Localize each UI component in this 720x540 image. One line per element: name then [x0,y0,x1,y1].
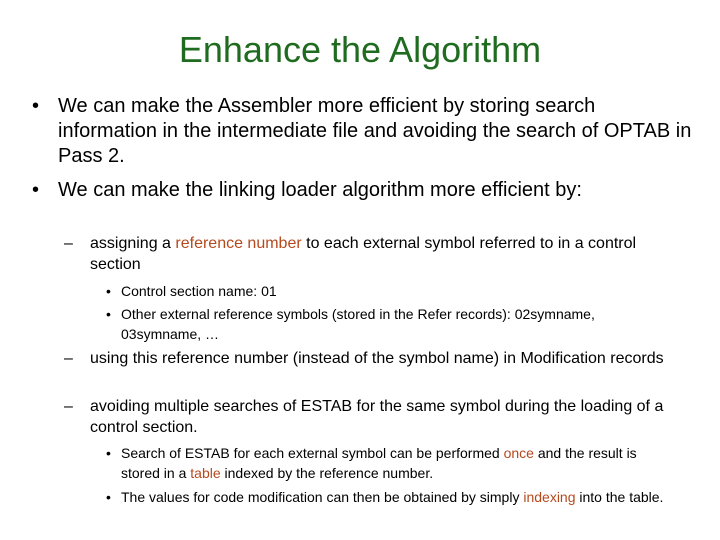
text-segment: to each external symbol referred to in a control section [90,235,637,273]
bullet-marker: • [106,283,111,299]
detail-text [121,443,676,483]
text-segment: The values for code modification can then be obtained by simply [121,489,524,505]
subbullet-text: avoiding multiple searches of ESTAB for the same symbol during the loading of a control section. [90,398,664,436]
bullet-assembler-efficiency [32,94,692,169]
detail-code-modification [106,487,676,507]
highlight-table: table [190,465,221,481]
text-segment: indexed by the reference number. [220,465,434,481]
bullet-marker: • [106,489,111,505]
bullet-text: We can make the linking loader algorithm more efficient by: [58,179,582,201]
slide-title: Enhance the Algorithm [178,29,542,70]
text-segment: Search of ESTAB for each external symbol can be performed [121,445,504,461]
detail-control-section-name [106,281,676,301]
highlight-once: once [503,445,534,461]
dash-marker: – [64,235,73,252]
dash-marker: – [64,398,73,415]
subbullet-use-reference [64,348,684,369]
detail-text [121,487,676,507]
dash-marker: – [64,350,73,367]
highlight-indexing: indexing [523,489,576,505]
bullet-marker: • [106,306,111,322]
bullet-marker: • [32,95,40,117]
subbullet-text [90,233,684,275]
detail-text: Other external reference symbols (stored in the Refer records): 02symname, 03symname, … [121,306,595,342]
bullet-marker: • [106,445,111,461]
subbullet-assign-reference [64,233,684,275]
text-segment: and the result is stored in a [121,445,637,481]
detail-text: Control section name: 01 [121,283,277,299]
text-segment: into the table. [575,489,664,505]
text-segment: assigning a [90,235,176,252]
detail-external-reference-symbols [106,304,676,344]
bullet-text: We can make the Assembler more efficient by storing search information in the intermediate file and avoiding the search of OPTAB in Pass 2. [58,95,692,167]
subbullet-avoid-searches [64,396,684,438]
highlight-reference-number: reference number [175,235,302,252]
subbullet-text: using this reference number (instead of the symbol name) in Modification records [90,350,664,367]
detail-search-once [106,443,676,483]
bullet-linking-loader [32,178,692,203]
bullet-marker: • [32,179,40,201]
